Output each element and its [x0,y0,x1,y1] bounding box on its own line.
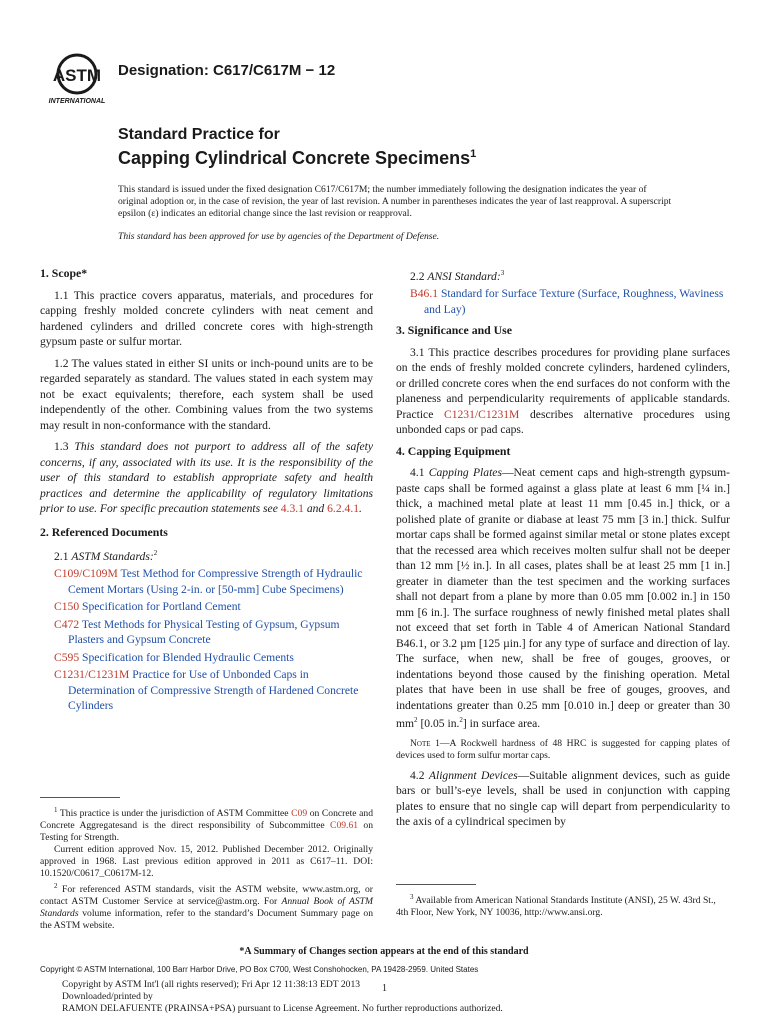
paragraph-text: [0.05 in. [417,717,460,731]
alignment-devices-label: Alignment Devices [428,768,518,782]
link-4-3-1[interactable]: 4.3.1 [280,502,304,515]
paragraph-number: 4.1 [410,466,429,480]
section-heading-capping-equipment: 4. Capping Equipment [396,443,511,458]
ansi-standard-label: ANSI Standard: [427,269,501,283]
download-notice-line: Downloaded/printed by [62,991,153,1002]
summary-of-changes-notice: *A Summary of Changes section appears at the end of this standard [239,946,529,957]
paragraph-4-2 [396,768,730,830]
safety-statement: This standard does not purport to address all of the safety concerns, if any, associated with its use. It is the responsibility of the user of this standard to establish appropriate safety and health practices and determine the applicability of regulatory limitations prior to use. For specific precaution statements see [40,440,374,515]
reference-code[interactable]: C109/C109M [54,567,118,581]
reference-list [40,566,373,714]
reference-item[interactable] [54,566,373,597]
logo-subtext: INTERNATIONAL [48,98,106,105]
superscript: 2 [414,716,418,725]
reference-title[interactable]: Specification for Blended Hydraulic Cements [82,650,294,664]
footnote-text: This practice is under the jurisdiction of ASTM Committee [57,808,292,820]
copyright-line: Copyright © ASTM International, 100 Barr Harbor Drive, PO Box C700, West Conshohocken, PA 19428-2959. United States [40,965,479,974]
title-footnote-ref[interactable]: 1 [470,148,477,160]
reference-code[interactable]: B46.1 [410,287,439,301]
paragraph-3-1 [396,345,730,438]
left-column [40,266,373,716]
reference-title[interactable]: Test Method for Compressive Strength of Hydraulic Cement Mortars (Using 2-in. or [50-mm] Cube Specimens) [68,567,363,596]
capping-plates-label: Capping Plates [428,466,502,480]
footnote-text: Available from American National Standards Institute (ANSI), 25 W. 43rd St., 4th Floor, New York, NY 10036, http://www.ansi.org. [396,895,716,919]
reference-code[interactable]: C150 [54,600,80,614]
footnote-ref-3[interactable]: 3 [500,269,505,277]
astm-logo [44,50,110,106]
footnote-2 [40,880,373,932]
footnote-text: on Concrete and Concrete Aggregatesand is the direct responsibility of Subcommittee [40,808,373,832]
reference-title[interactable]: Standard for Surface Texture (Surface, Roughness, Waviness and Lay) [424,287,724,316]
footnotes-left [40,797,373,932]
footnote-text: For referenced ASTM standards, visit the ASTM website, www.astm.org, or contact ASTM Customer Service at service@astm.org. For [40,884,373,908]
paragraph-4-1 [396,465,730,731]
reference-item[interactable] [54,650,373,666]
footnote-number: 1 [54,806,58,814]
note-1 [396,738,730,762]
reference-title[interactable]: Practice for Use of Unbonded Caps in Determination of Compressive Strength of Hardened Concrete Cylinders [68,668,359,713]
dod-approval: This standard has been approved for use by agencies of the Department of Defense. [118,231,440,242]
footnotes-right [396,884,730,919]
right-column [396,266,730,836]
reference-item[interactable] [410,286,730,317]
footnote-text: on Testing for Strength. [40,820,373,844]
reference-code[interactable]: C595 [54,650,80,664]
paragraph-number: 1.3 [54,440,75,453]
footnote-italic: Annual Book of ASTM Standards [40,896,373,920]
footnote-text: volume information, refer to the standard’s Document Summary page on the ASTM website. [40,908,373,932]
section-heading-scope: 1. Scope* [40,266,88,280]
footnote-1-current-edition: Current edition approved Nov. 15, 2012. Published December 2012. Originally approved in 1968. Last previous edition approved in 2011 as C617–11. DOI: 10.1520/C0617_C0617M-12. [40,844,373,880]
link-c09[interactable]: C09 [291,808,308,820]
paragraph-1-1: 1.1 This practice covers apparatus, materials, and procedures for capping freshly molded concrete cylinders with neat cement and hardened cylinders and drilled concrete cores with high-strength gypsum paste or sulfur mortar. [40,288,373,348]
document-title [118,148,476,169]
safety-end: . [359,502,362,515]
reference-item[interactable] [54,617,373,648]
section-heading-significance: 3. Significance and Use [396,323,513,338]
footnote-divider [40,797,120,798]
title-line-1: Standard Practice for [118,126,280,143]
astm-logo-icon [44,50,110,106]
superscript: 2 [459,716,463,725]
footnote-ref-2[interactable]: 2 [153,549,158,557]
link-6-2-4-1[interactable]: 6.2.4.1 [327,502,360,515]
title-line-2: Capping Cylindrical Concrete Specimens [118,148,471,168]
paragraph-text: ] in surface area. [462,717,541,731]
reference-code[interactable]: C472 [54,617,80,631]
footnote-3 [396,891,730,919]
paragraph-number: 2.1 [54,549,72,563]
section-heading-referenced-documents: 2. Referenced Documents [40,524,168,539]
paragraph-1-2: 1.2 The values stated in either SI units or inch-pound units are to be regarded separately as standard. The values stated in each system may not be exact equivalents; therefore, each system shall be used independently of the other. Combining values from the two systems may result in non-conformance with the standard. [40,356,373,432]
link-c09-61[interactable]: C09.61 [330,820,359,832]
paragraph-number: 2.2 [410,269,428,283]
paragraph-text: 3.1 This practice describes procedures for providing plane surfaces on the ends of freshly molded concrete cylinders, hardened cylinders, or drilled concrete cores when the end surfaces do not conform with the planeness and perpendicularity requirements of applicable standards. Practice [396,345,730,421]
safety-and: and [303,502,328,515]
link-c1231[interactable]: C1231/C1231M [443,407,520,421]
paragraph-number: 4.2 [410,768,429,782]
paragraph-2-1 [40,546,373,564]
footnote-1 [40,804,373,844]
download-notice-line: Copyright by ASTM Int'l (all rights reserved); Fri Apr 12 11:38:13 EDT 2013 [62,979,361,990]
astm-standards-label: ASTM Standards: [71,549,154,563]
paragraph-2-2 [396,266,730,284]
designation: Designation: C617/C617M − 12 [118,62,336,79]
note-label: Note 1 [410,737,440,749]
page-number: 1 [382,983,387,994]
note-text: —A Rockwell hardness of 48 HRC is suggested for capping plates of devices used to form sulfur mortar caps. [396,737,730,761]
download-notice-line: RAMON DELAFUENTE (PRAINSA+PSA) pursuant to License Agreement. No further reproductions authorized. [62,1003,503,1014]
intro-paragraph: This standard is issued under the fixed designation C617/C617M; the number immediately following the designation indicates the year of original adoption or, in the case of revision, the year of last revision. A number in parentheses indicates the year of last reapproval. A superscript epsilon (ε) indicates an editorial change since the last revision or reapproval. [118,184,672,219]
paragraph-text: —Suitable alignment devices, such as guide bars or bull’s-eye levels, shall be used in conjunction with capping plates to ensure that no single cap will depart from perpendicularity to the axis of a cylindrical specimen by [396,768,731,829]
reference-code[interactable]: C1231/C1231M [54,668,130,682]
logo-text: ASTM [52,66,102,85]
paragraph-text: —Neat cement caps and high-strength gypsum-paste caps shall be formed against a glass plate at least 6 mm [¼ in.] thick, a machined metal plate at least 11 mm [0.45 in.] thick, or a polished plate of granite or diabase at least 75 mm [3 in.] thick. Sulfur mortar caps shall be formed against similar metal or stone plates except that the recessed area which receives molten sulfur shall not be deeper than 12 mm [½ in.]. In all cases, plates shall be at least 25 mm [1 in.] greater in diameter than the test specimen and the working surfaces shall not depart from a plane by more than 0.05 mm [0.002 in.] in 150 mm [6 in.]. The surface roughness of newly finished metal plates shall not exceed that set forth in Table 4 of American National Standard B46.1, or 3.2 µm [125 µin.] for any type of surface and direction of lay. The surface, when new, shall be free of gouges, grooves, or indentations beyond those caused by the finishing operation. Metal plates that have been in use shall be free of gouges, grooves, and indentations greater than 0.25 mm [0.010 in.] deep or greater than 30 mm [396,466,730,731]
reference-item[interactable] [54,667,373,714]
footnote-number: 3 [410,893,414,901]
download-notice [62,979,503,1015]
paragraph-1-3 [40,439,373,517]
reference-title[interactable]: Test Methods for Physical Testing of Gypsum, Gypsum Plasters and Gypsum Concrete [68,617,340,647]
footnote-number: 2 [54,882,58,891]
reference-item[interactable] [54,599,373,615]
paragraph-text: describes alternative procedures using unbonded caps or pad caps. [396,407,730,437]
reference-title[interactable]: Specification for Portland Cement [82,600,241,614]
ansi-reference-list [396,286,730,317]
footnote-divider [396,884,476,885]
